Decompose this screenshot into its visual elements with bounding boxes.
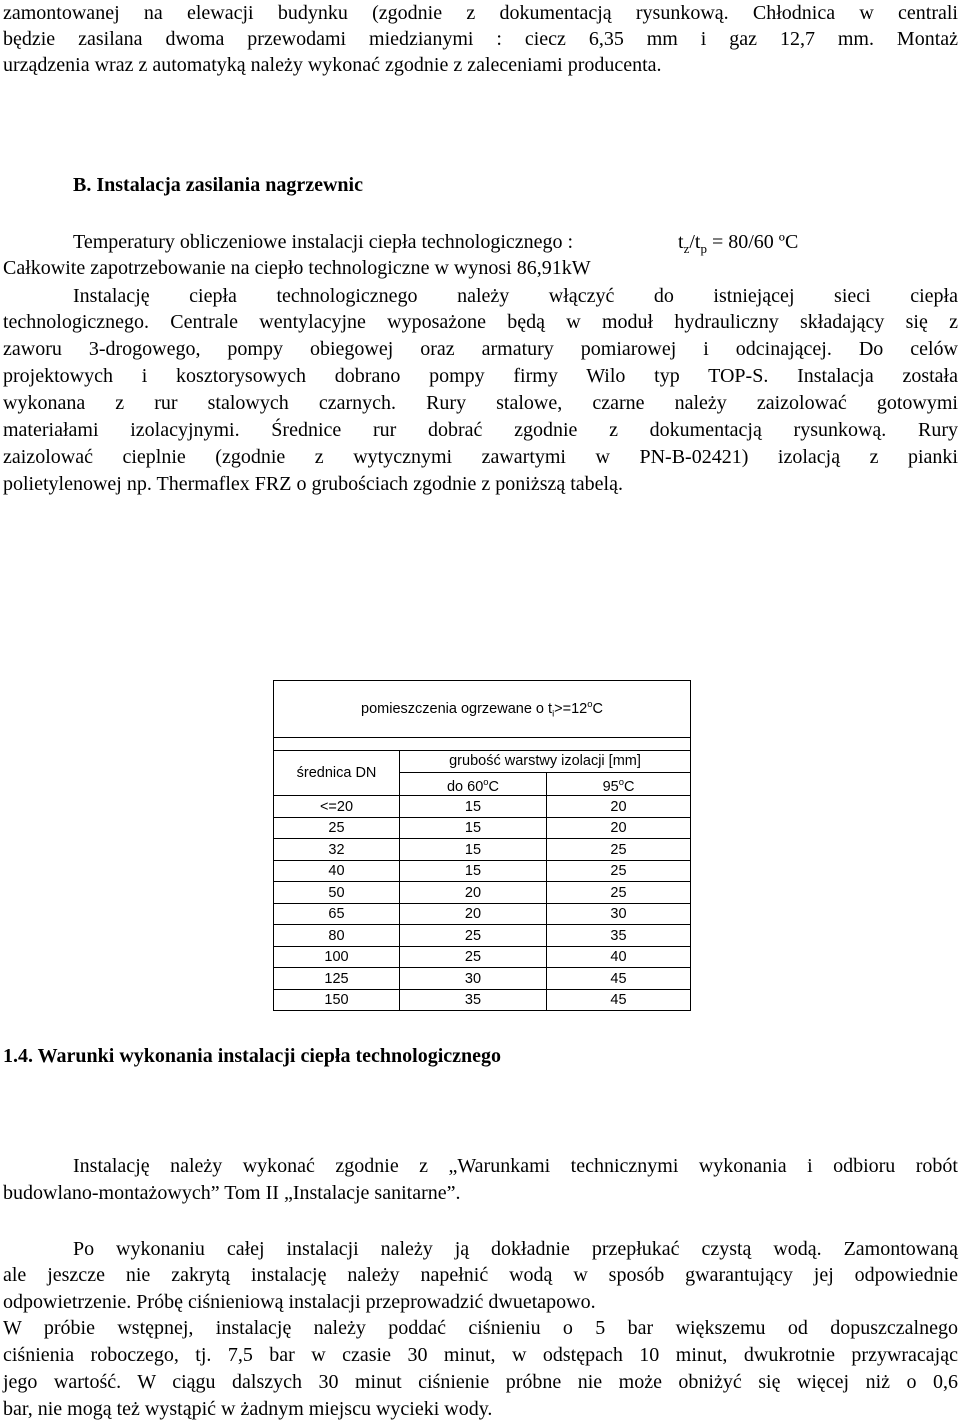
insulation-table [273, 680, 691, 1011]
col-header-group: grubość warstwy izolacji [mm] [400, 751, 691, 773]
temperature-line [3, 229, 958, 255]
section-b-body-line-5: wykonana z rur stalowych czarnych. Rury stalowe, czarne należy zaizolować gotowymi [3, 392, 958, 414]
temperature-label: Temperatury obliczeniowe instalacji ciepła technologicznego : [73, 231, 574, 253]
cell-95c: 25 [547, 882, 691, 904]
section-14-para2-line-5: ciśnienia roboczego, tj. 7,5 bar w czasie 30 minut, w odstępach 10 minut, dwukrotnie przywracając [3, 1344, 958, 1366]
cell-60c: 20 [400, 903, 547, 925]
cell-60c: 35 [400, 989, 547, 1011]
section-14-para1-line-1: Instalację należy wykonać zgodnie z „Warunkami technicznymi wykonania i odbioru robót [73, 1155, 958, 1177]
cell-dn: <=20 [274, 796, 400, 818]
cell-95c: 45 [547, 968, 691, 990]
cell-dn: 100 [274, 946, 400, 968]
cell-dn: 125 [274, 968, 400, 990]
col-header-dn: średnica DN [274, 751, 400, 796]
cell-95c: 25 [547, 839, 691, 861]
cell-95c: 20 [547, 796, 691, 818]
cell-95c: 35 [547, 925, 691, 947]
cell-60c: 30 [400, 968, 547, 990]
table-body [274, 796, 691, 1011]
cell-dn: 50 [274, 882, 400, 904]
table-row [274, 796, 691, 818]
table-row [274, 882, 691, 904]
section-14-para2-line-7: bar, nie mogą też wystąpić w żadnym miejscu wycieki wody. [3, 1398, 493, 1420]
cell-dn: 25 [274, 817, 400, 839]
cell-dn: 80 [274, 925, 400, 947]
table-row [274, 968, 691, 990]
table-title: pomieszczenia ogrzewane o $t_i>=12^oC$ [274, 681, 691, 738]
cell-95c: 40 [547, 946, 691, 968]
table-row [274, 817, 691, 839]
temp-value: = 80/60 ºC [706, 231, 799, 253]
table-row [274, 839, 691, 861]
section-b-body-line-1: Instalację ciepła technologicznego należy włączyć do istniejącej sieci ciepła [73, 285, 958, 307]
cell-95c: 45 [547, 989, 691, 1011]
cell-60c: 25 [400, 925, 547, 947]
cell-60c: 15 [400, 860, 547, 882]
section-b-body-line-6: materiałami izolacyjnymi. Średnice rur dobrać zgodnie z dokumentacją rysunkową. Rury [3, 419, 958, 441]
table-row [274, 903, 691, 925]
cell-95c: 25 [547, 860, 691, 882]
section-14-para2-line-6: jego wartość. W ciągu dalszych 30 minut ciśnienie próbne nie może obniżyć się więcej niż o 0,6 [3, 1371, 958, 1393]
col-header-60: do 60$^o$C [400, 772, 547, 796]
cell-95c: 20 [547, 817, 691, 839]
heat-demand: Całkowite zapotrzebowanie na ciepło technologiczne w wynosi 86,91kW [3, 257, 591, 279]
temp-sep: /t [689, 231, 701, 253]
section-14-para1-line-2: budowlano-montażowych” Tom II „Instalacje sanitarne”. [3, 1182, 461, 1204]
intro-line-3: urządzenia wraz z automatyką należy wykonać zgodnie z zaleceniami producenta. [3, 54, 662, 76]
section-14-para2-line-3: odpowietrzenie. Próbę ciśnieniową instalacji przeprowadzić dwuetapowo. [3, 1291, 596, 1313]
table-row [274, 946, 691, 968]
table-row [274, 925, 691, 947]
cell-dn: 40 [274, 860, 400, 882]
intro-line-2: będzie zasilana dwoma przewodami miedzianymi : ciecz 6,35 mm i gaz 12,7 mm. Montaż [3, 28, 958, 50]
section-b-body-line-3: zaworu 3-drogowego, pompy obiegowej oraz armatury pomiarowej i odcinającej. Do celów [3, 338, 958, 360]
section-14-heading: 1.4. Warunki wykonania instalacji ciepła technologicznego [3, 1045, 501, 1067]
cell-60c: 25 [400, 946, 547, 968]
cell-60c: 15 [400, 817, 547, 839]
temp-sub2: p [700, 241, 707, 256]
table-row [274, 860, 691, 882]
cell-dn: 150 [274, 989, 400, 1011]
section-14-para2-line-2: ale jeszcze nie zakrytą instalację należy napełnić wodą w sposób gwarantujący jej odpowiednie [3, 1264, 958, 1286]
section-b-body-line-7: zaizolować cieplnie (zgodnie z wytycznymi zawartymi w PN-B-02421) izolacją z pianki [3, 446, 958, 468]
cell-dn: 65 [274, 903, 400, 925]
section-b-body-line-2: technologicznego. Centrale wentylacyjne wyposażone będą w moduł hydrauliczny składający się z [3, 311, 958, 333]
table-row [274, 989, 691, 1011]
section-b-body-line-4: projektowych i kosztorysowych dobrano pompy firmy Wilo typ TOP-S. Instalacja została [3, 365, 958, 387]
col-header-95: 95$^o$C [547, 772, 691, 796]
section-14-para2-line-1: Po wykonaniu całej instalacji należy ją dokładnie przepłukać czystą wodą. Zamontowaną [73, 1238, 958, 1260]
intro-line-1: zamontowanej na elewacji budynku (zgodnie z dokumentacją rysunkową. Chłodnica w centrali [3, 2, 958, 24]
cell-95c: 30 [547, 903, 691, 925]
table-gap [274, 738, 691, 751]
section-14-para2-line-4: W próbie wstępnej, instalację należy poddać ciśnieniu o 5 bar większemu od dopuszczalnego [3, 1317, 958, 1339]
section-b-heading: B. Instalacja zasilania nagrzewnic [73, 174, 363, 196]
cell-dn: 32 [274, 839, 400, 861]
temp-sub1: z [683, 241, 690, 256]
section-b-body-line-8: polietylenowej np. Thermaflex FRZ o grubościach zgodnie z poniższą tabelą. [3, 473, 623, 495]
cell-60c: 20 [400, 882, 547, 904]
cell-60c: 15 [400, 839, 547, 861]
temp-t1: t [678, 231, 684, 253]
cell-60c: 15 [400, 796, 547, 818]
